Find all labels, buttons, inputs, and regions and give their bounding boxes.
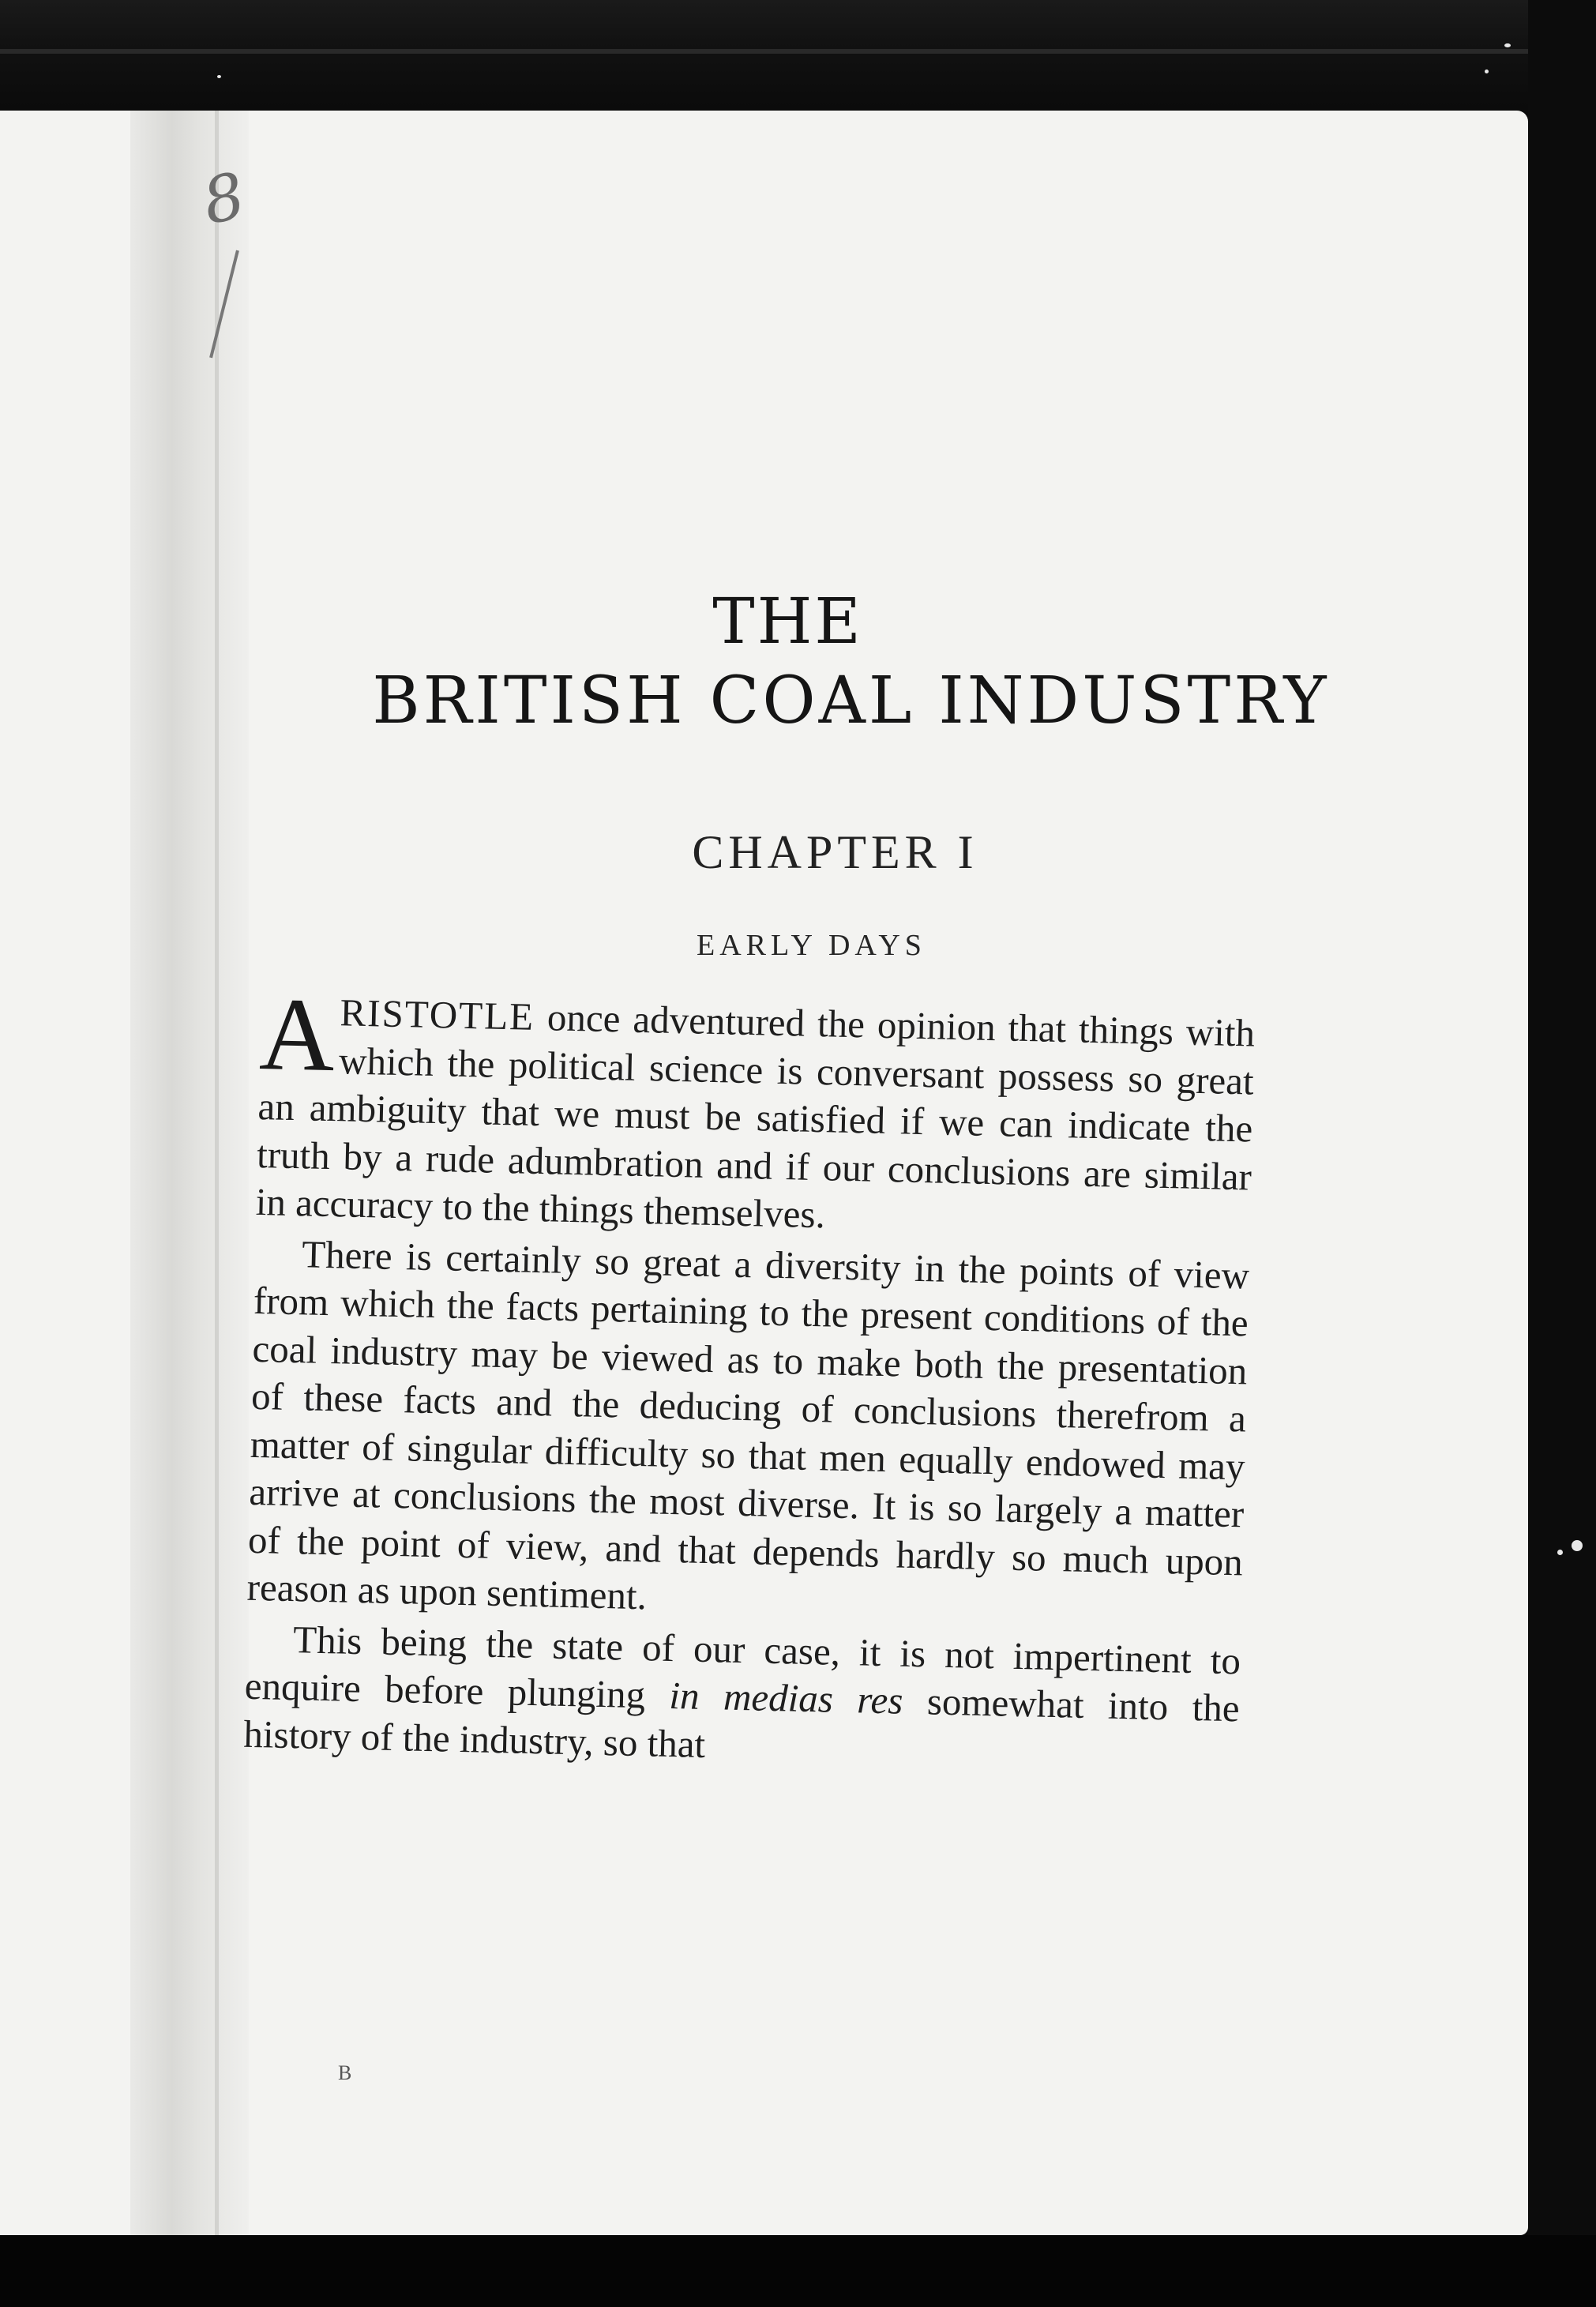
lead-caps: RISTOTLE: [340, 990, 535, 1039]
chapter-heading: CHAPTER I: [692, 826, 978, 878]
paragraph-3-italic: in medias res: [668, 1673, 904, 1723]
book-title: BRITISH COAL INDUSTRY: [372, 663, 1330, 738]
paragraph-2: There is certainly so great a diversity in the points of view from which the facts pertaining to the present conditions of the coal industry may be viewed as to make both the presentation of these facts and the deducing of conclusions therefrom a matter of singular difficulty so that men equally endowed may arrive at conclusions the most diverse. It is so largely a matter of the point of view, and that depends hardly so much upon reason as upon sentiment.: [246, 1231, 1250, 1618]
folio-mark: B: [338, 2061, 352, 2084]
scan-top-border: [0, 0, 1596, 118]
section-heading: EARLY DAYS: [697, 929, 926, 962]
drop-cap: A: [258, 975, 336, 1094]
paragraph-1-text: once adventured the opinion that things with which the political science is conversant possess so great an ambiguity that we must be satisfied if we can indicate the truth by a rude adumbration and if our conclusions are similar in accuracy to the things themselves.: [255, 994, 1256, 1237]
scan-right-border: [1528, 0, 1596, 2307]
paragraph-1: [255, 975, 1256, 1249]
scan-speck: [1504, 43, 1511, 47]
margin-note: 8: [196, 158, 252, 239]
page-content: [0, 111, 1528, 2235]
scan-speck: [1485, 70, 1489, 73]
scan-top-line: [0, 49, 1596, 54]
scan-speck: [1572, 1540, 1583, 1551]
body-text: [242, 975, 1256, 1780]
title-line-1: THE: [712, 584, 863, 658]
scan-bottom-border: [0, 2235, 1596, 2307]
paragraph-3-text-b: somewhat into the history of the industry, so that: [242, 1678, 1241, 1766]
book-page: [0, 111, 1528, 2235]
scan-speck: [1557, 1550, 1563, 1555]
paragraph-3-text-a: This being the state of our case, it is not impertinent to enquire before plunging: [244, 1617, 1241, 1717]
paragraph-3: [243, 1614, 1241, 1780]
scan-speck: [217, 75, 221, 78]
